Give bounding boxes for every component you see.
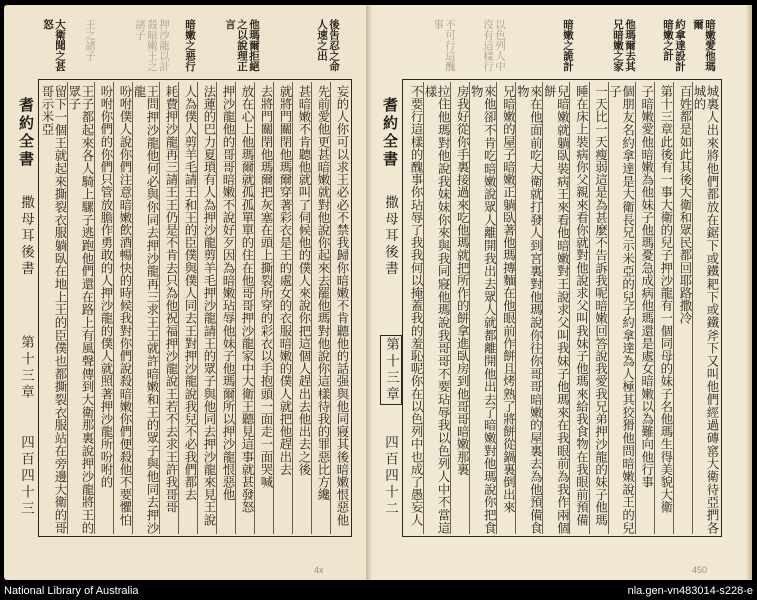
left-page: [4, 5, 372, 580]
right-margin-note-4: 暗嫩之詭計: [562, 19, 574, 72]
left-column-8: 法蓮的巴力夏瑣有人為押沙龍剪羊毛押沙龍請王的眾子與他同去押沙龍來見王說: [197, 82, 216, 534]
footer-identifier: nla.gen-vn483014-s228-e: [627, 585, 753, 597]
left-margin-note-2: 他瑪爾拒絕之以說理正言: [224, 19, 260, 72]
right-column-5: 個朋友名約拿達是大衛長兄示米亞的兒子約拿達為人極其狡猾他問暗嫩說王的兒子: [608, 82, 635, 534]
right-column-13: 拉住他瑪對他說我妹妹你來與我同寢他瑪說我哥哥不要玷辱我以色列人中不當這樣: [423, 82, 450, 534]
left-column-13: 吩咐你們的你們只管放膽作勇敢的人押沙龍的僕人就照著押沙龍所吩咐的: [94, 82, 113, 534]
right-column-4: 子暗嫩愛他暗嫩為他妹子他瑪憂急成病他瑪還是處女暗嫩以為難向他行事: [635, 82, 654, 534]
left-header-title: 耆約全書: [17, 97, 35, 169]
left-column-3: 甚暗嫩不肯聽他就叫了伺候他的僕人來說你把這個人趕出去他出去之後: [292, 82, 311, 534]
left-column-12: 吩咐僕人說你們注意暗嫩飲酒暢快的時候我對你們說殺暗嫩你們便殺他不要懼怕: [113, 82, 132, 534]
right-column-8: 兒暗嫩就躺臥裝病王來看他暗嫩對王說求父叫我妹子他瑪來在我眼前為我作兩個餅: [542, 82, 569, 534]
right-header-chapter: 第十三章: [380, 335, 402, 405]
right-column-3: 第十三章此後有一事大衛的兒子押沙龍有一個同母的妹子名他瑪生得美貌大衛: [654, 82, 673, 534]
right-column-10: 兄暗嫩的屋子暗嫩正躺臥著他瑪摶麵在他眼前作餅且烤熟了將餅從鍋裏倒出來: [496, 82, 515, 534]
right-pencil-mark: 450: [692, 565, 708, 575]
footer-bar: [0, 583, 757, 600]
left-column-4: 就將門關閉他瑪爾穿著彩衣是王的處女的衣服暗嫩的僕人就把他趕出去: [273, 82, 292, 534]
left-header-book: 撒母耳後書: [18, 195, 34, 278]
right-column-14: 不要行這樣的醜事你玷辱了我我何以掩蓋我的羞恥呢你在以色列中也成了愚妄人: [409, 85, 425, 526]
right-margin-note-6: 不可行這醜事: [432, 19, 456, 72]
left-column-2: 先前愛他更甚暗嫩就對他說你起來去罷他瑪對他說你這樣待我的罪惡比方纔: [311, 82, 330, 534]
left-column-10: 耗費押沙龍再三請王王仍是不肯去只為他祝福押沙龍說王若不去求王許我哥哥: [159, 82, 178, 534]
left-column-14: 王子都起來各人騎上騾子逃跑他們還在路上有風聲傳到大衛那裏說押沙龍將王的眾子: [67, 82, 94, 534]
left-text-frame: [38, 79, 352, 537]
right-header-book: 撒母耳後書: [382, 195, 398, 278]
right-margin-note-3: 他瑪爾去其兄暗嫩之家: [612, 19, 636, 72]
left-margin-note-6: 王之諸子: [84, 19, 96, 61]
right-margin-note-1: 暗嫩愛他瑪爾: [692, 19, 716, 72]
right-column-9: 來在他面前吃大衛就打發人到宮裏對他瑪說你往你哥哥暗嫩的屋裏去為他預備食物: [515, 82, 542, 534]
right-column-11: 來他卻不肯吃暗嫩說眾人離開我出去眾人就都離開他出去了暗嫩對他瑪說你把食物: [469, 82, 496, 534]
right-column-12: 房我好從你手裏接過來吃他瑪就把所作的餅拿進臥房到他哥哥暗嫩那裏: [450, 82, 469, 534]
right-column-7: 睡在床上裝病你父親來看你就對他說求父叫我妹子他瑪來給我食物在我眼前預備: [569, 82, 588, 534]
left-column-5: 去將門關閉他瑪爾把灰塞在頭上撕裂所穿的彩衣以手抱頭一面走一面哭喊: [254, 82, 273, 534]
right-header-page-number: 四百四十二: [382, 435, 398, 518]
right-margin-note-5: 以色列人中沒有這樣行: [482, 19, 506, 72]
left-column-7: 押沙龍他的哥哥暗嫩不說好歹因為暗嫩玷辱他妹子他瑪爾所以押沙龍恨惡他: [216, 82, 235, 534]
right-margin-note-2: 約拿達設計暗嫩之計: [662, 19, 686, 72]
left-column-9: 人為僕人剪羊毛請王和王的臣僕與僕人同去王對押沙龍說我兒不必我們都去: [178, 82, 197, 534]
left-column-6: 放在心上他瑪爾就孤孤單單的住在他哥哥押沙龍家中大衛王聽見這事就甚發怒: [235, 82, 254, 534]
left-text-columns: [41, 82, 349, 534]
left-column-15: 留下一個王就起來撕裂衣服躺臥在地上王的臣僕也都撕裂衣服站在旁邊大衛的哥哥示米亞: [40, 85, 68, 534]
left-header-chapter: 第十三章: [18, 335, 34, 401]
right-header-title: 耆約全書: [381, 97, 399, 169]
right-text-columns: [405, 82, 719, 534]
right-page-edge: [746, 5, 752, 580]
left-margin-note-1: 後吿忍之命人速之出: [316, 19, 340, 72]
left-column-1: 妄的人你可以求王必必不禁我歸你暗嫩不肯聽他的話强與他同寢其後暗嫩恨惡他: [330, 82, 349, 534]
right-column-2: 百姓都是如此其後大衛和眾民都回耶路撒冷: [673, 82, 692, 534]
left-header-page-number: 四百四十三: [18, 435, 34, 518]
right-text-frame: [402, 79, 722, 537]
left-column-11: 王問押沙龍他何必與你同去押沙龍再三求王王就許暗嫩和王的眾子與他同去押沙龍: [132, 82, 159, 534]
left-margin-note-5: 押沙龍以計殺暗嫩王之諸子: [134, 19, 170, 72]
right-column-1: 城裏人出來將他們都放在鋸下或鐵耙下或鐵斧下又叫他們經過磚窰大衛待亞捫各城的: [692, 82, 719, 534]
left-margin-note-3: 暗嫩之惡行: [184, 19, 196, 72]
right-page: [372, 5, 752, 580]
left-pencil-mark: 4x: [314, 565, 324, 575]
left-margin-note-4: 大衛聞之甚怒: [42, 19, 66, 72]
right-column-6: 一天比一天瘦弱這是為甚麼不告訴我呢暗嫩回答說我愛我兄弟押沙龍的妹子他瑪: [589, 82, 608, 534]
footer-library-name: National Library of Australia: [4, 585, 139, 597]
